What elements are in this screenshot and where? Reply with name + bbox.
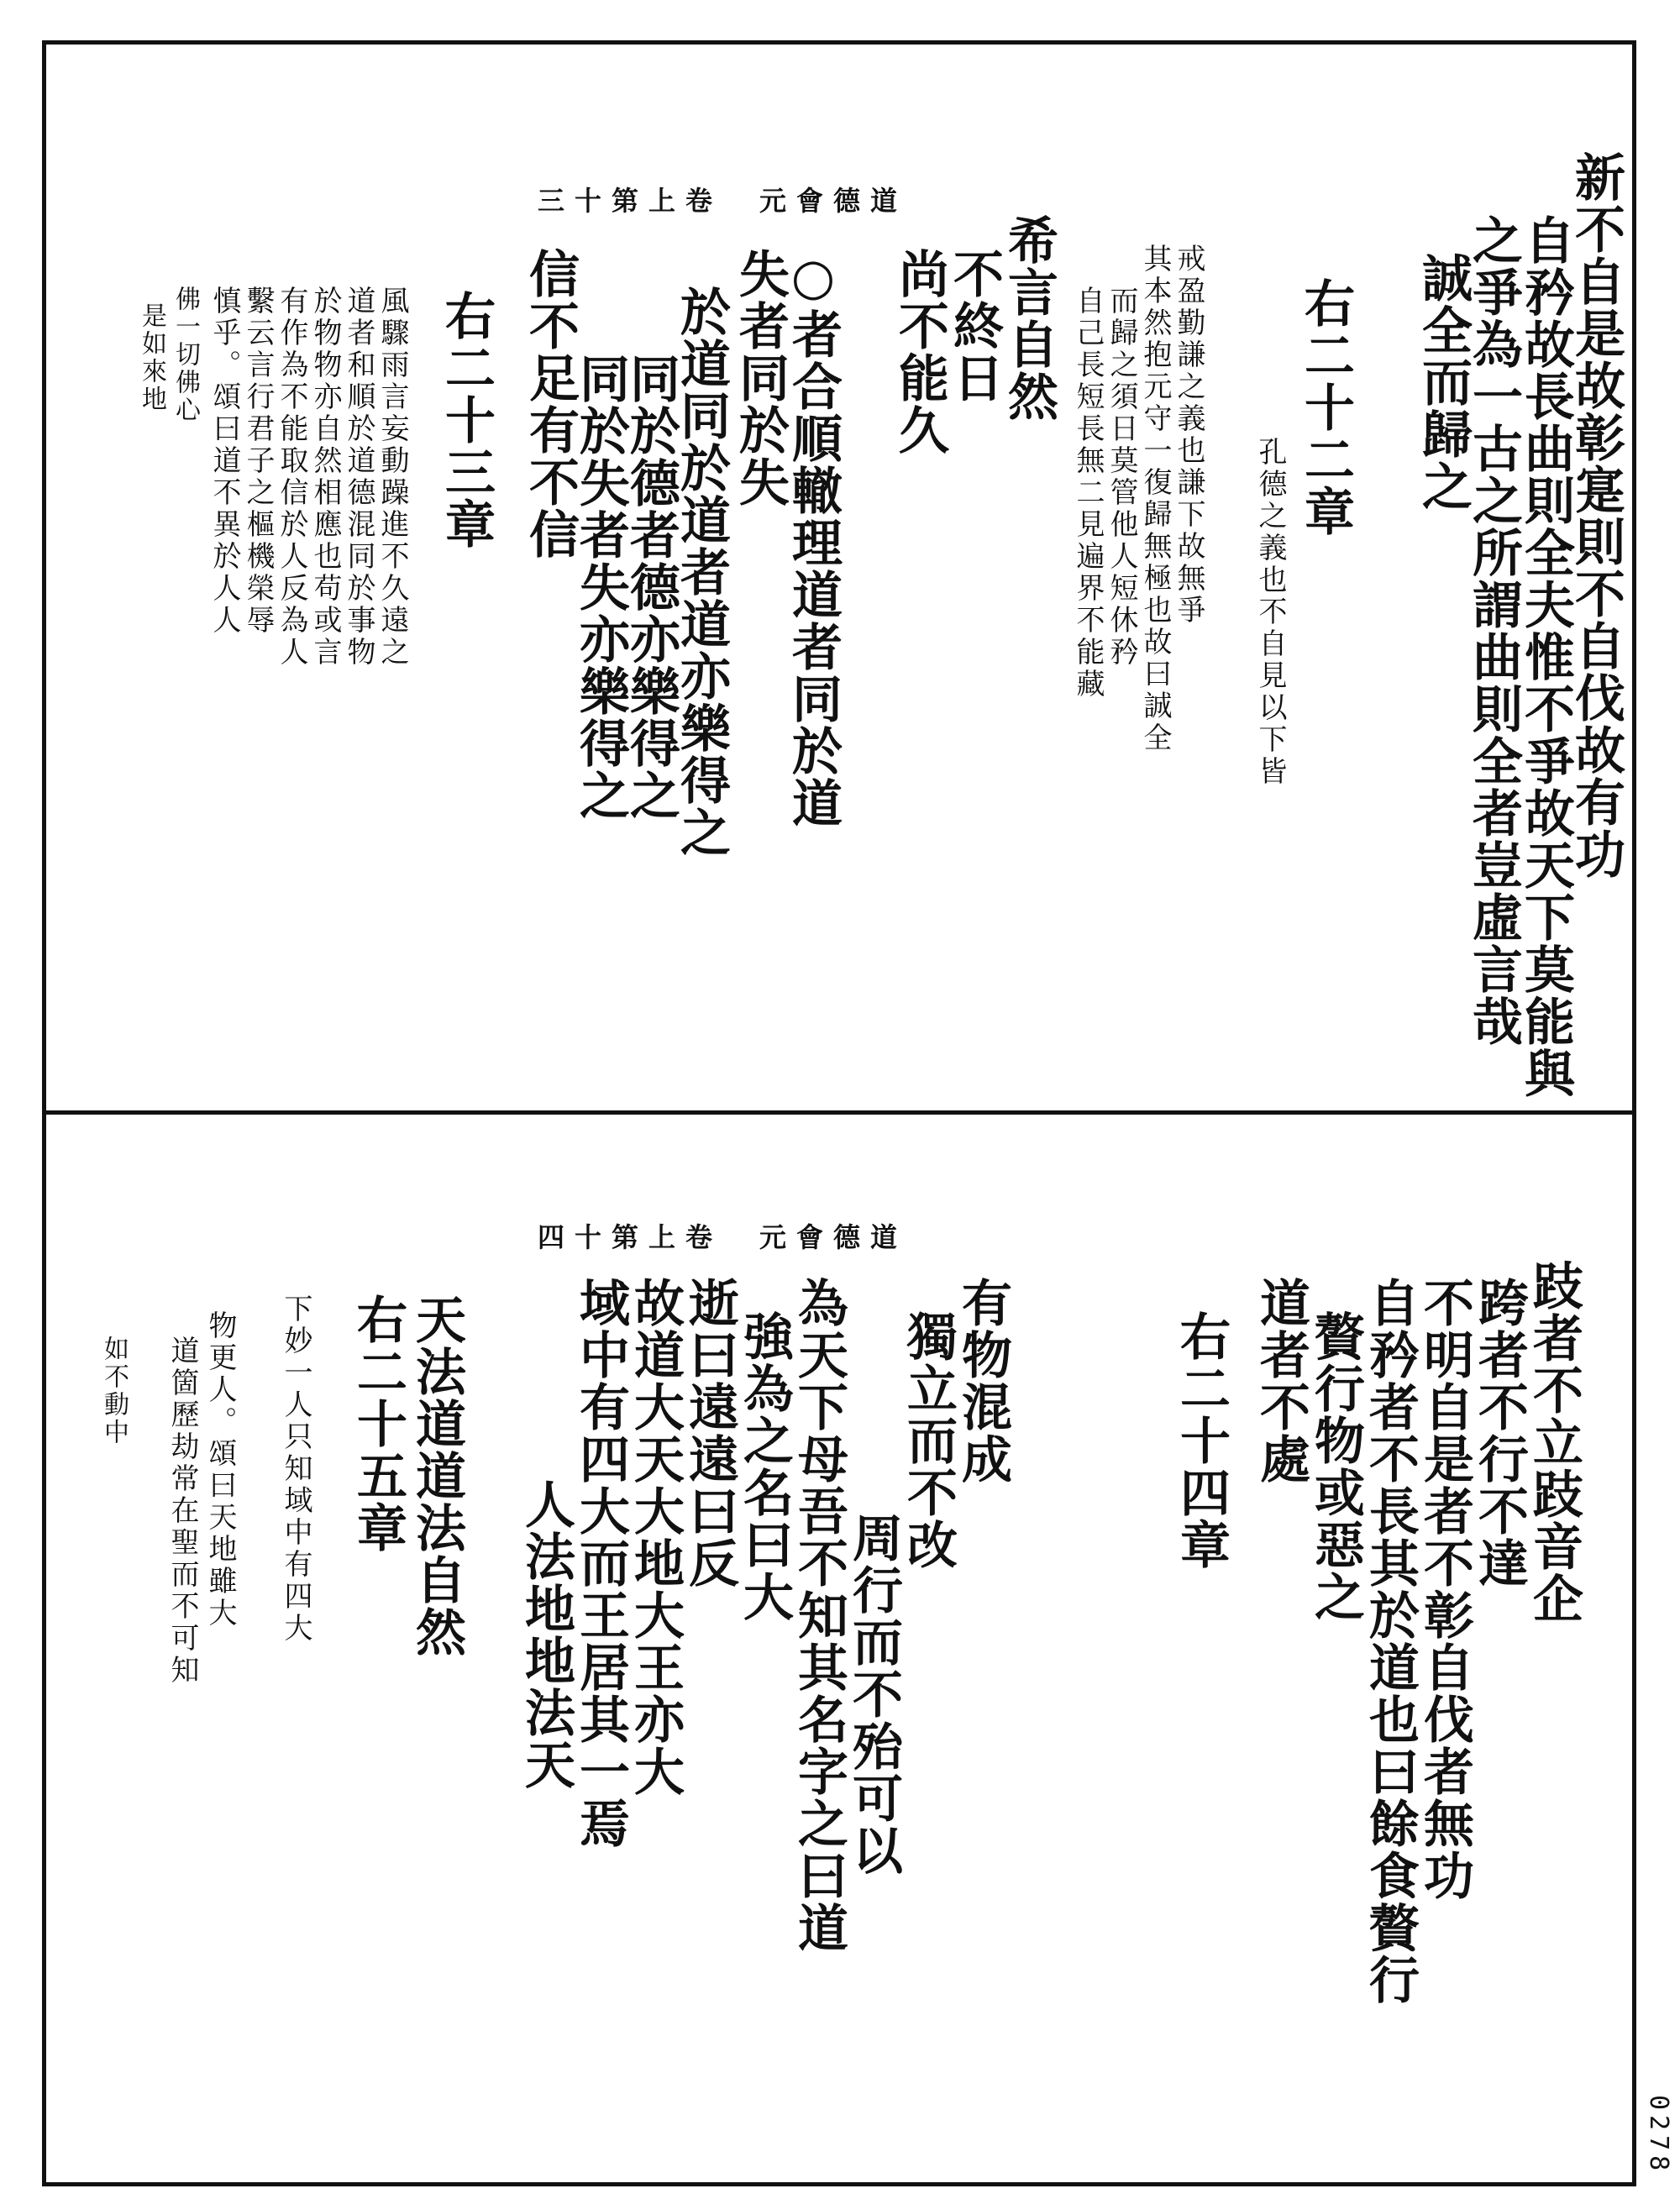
text-column: 同於德者德亦樂得之 [622, 353, 680, 821]
text-column: 道者不處 [1252, 1277, 1310, 1485]
commentary-column: 慎乎。頌曰道不異於人人 [207, 286, 241, 637]
text-column: 新不自是故彰寔則不自伐故有功 [1567, 151, 1625, 880]
text-column: 同於失者失亦樂得之 [571, 353, 630, 821]
commentary-column: 下妙一人只知域中有四大 [279, 1294, 312, 1645]
commentary-column: 戒盈勤謙之義也謙下故無爭 [1172, 244, 1205, 627]
commentary-column: 孔德之義也不自見以下皆 [1253, 437, 1287, 788]
text-column: 逝曰遠遠曰反 [680, 1277, 739, 1589]
text-column: 跂者不立跂音企 [1525, 1260, 1583, 1624]
chapter-heading: 右二十三章 [437, 290, 496, 550]
text-column: 為天下母吾不知其名字之曰道 [790, 1277, 848, 1954]
commentary-column: 風驟雨言妄動躁進不久遠之 [375, 286, 409, 669]
text-column: 天法道道法自然 [407, 1294, 466, 1658]
text-column: 信不足有不信 [521, 248, 580, 560]
top-page-header: 三十第上卷 元會德道 [538, 185, 908, 217]
bottom-page-header: 四十第上卷 元會德道 [538, 1221, 908, 1253]
text-column: 故道大天大地大王亦大 [626, 1277, 685, 1798]
text-column: 跨者不行不達 [1470, 1277, 1529, 1589]
text-column: 域中有四大而王居其一焉 [571, 1277, 630, 1850]
commentary-column: 物更人。頌曰天地雖大 [203, 1310, 237, 1630]
panel-divider [42, 1110, 1636, 1115]
commentary-column: 道箇歷劫常在聖而不可知 [165, 1336, 199, 1687]
text-column: 失者同於失 [731, 248, 790, 508]
text-column: 之爭為一古之所謂曲則全者豈虛言哉 [1464, 214, 1523, 1047]
text-column: 獨立而不改 [899, 1310, 958, 1571]
text-column: 不終日 [945, 248, 1004, 404]
chapter-heading: 右二十五章 [349, 1294, 407, 1554]
chapter-heading: 右二十二章 [1296, 277, 1355, 538]
commentary-column: 繫云言行君子之樞機榮辱 [241, 286, 275, 637]
text-column: 不明自是者不彰自伐者無功 [1415, 1277, 1474, 1902]
text-column: 強為之名曰大 [735, 1310, 794, 1623]
commentary-column: 如不動中 [99, 1336, 129, 1446]
commentary-column: 而歸之須日莫管他人短休矜 [1105, 286, 1138, 669]
text-column: 自矜者不長其於道也曰餘食贅行 [1361, 1277, 1420, 2006]
commentary-column: 自己長短長無二見遍界不能藏 [1071, 286, 1105, 701]
text-column: 人法地地法天 [517, 1478, 575, 1791]
commentary-column: 道者和順於道德混同於事物 [342, 286, 375, 669]
commentary-column: 其本然抱元守一復歸無極也故曰誠全 [1138, 244, 1172, 754]
text-column: 尚不能久 [890, 248, 949, 456]
chapter-heading: 右二十四章 [1172, 1310, 1231, 1571]
text-column: 誠全而歸之 [1414, 252, 1473, 512]
commentary-column: 佛一切佛心 [171, 286, 200, 424]
page-number: 0278 [1644, 2094, 1673, 2175]
commentary-column: 是如來地 [137, 302, 166, 413]
commentary-column: 有作為不能取信於人反為人 [275, 286, 308, 669]
text-column: 贅行物或惡之 [1306, 1310, 1365, 1623]
commentary-column: 於物物亦自然相應也苟或言 [308, 286, 342, 669]
text-column: 周行而不殆可以 [844, 1512, 903, 1876]
text-column: ○者合順轍理道者同於道 [784, 248, 843, 829]
text-column: 有物混成 [953, 1277, 1012, 1485]
text-column: 希言自然 [1000, 214, 1058, 422]
text-column: 於道同於道者道亦樂得之 [672, 286, 731, 858]
text-column: 自矜故長曲則全夫惟不爭故天下莫能與 [1516, 214, 1575, 1100]
